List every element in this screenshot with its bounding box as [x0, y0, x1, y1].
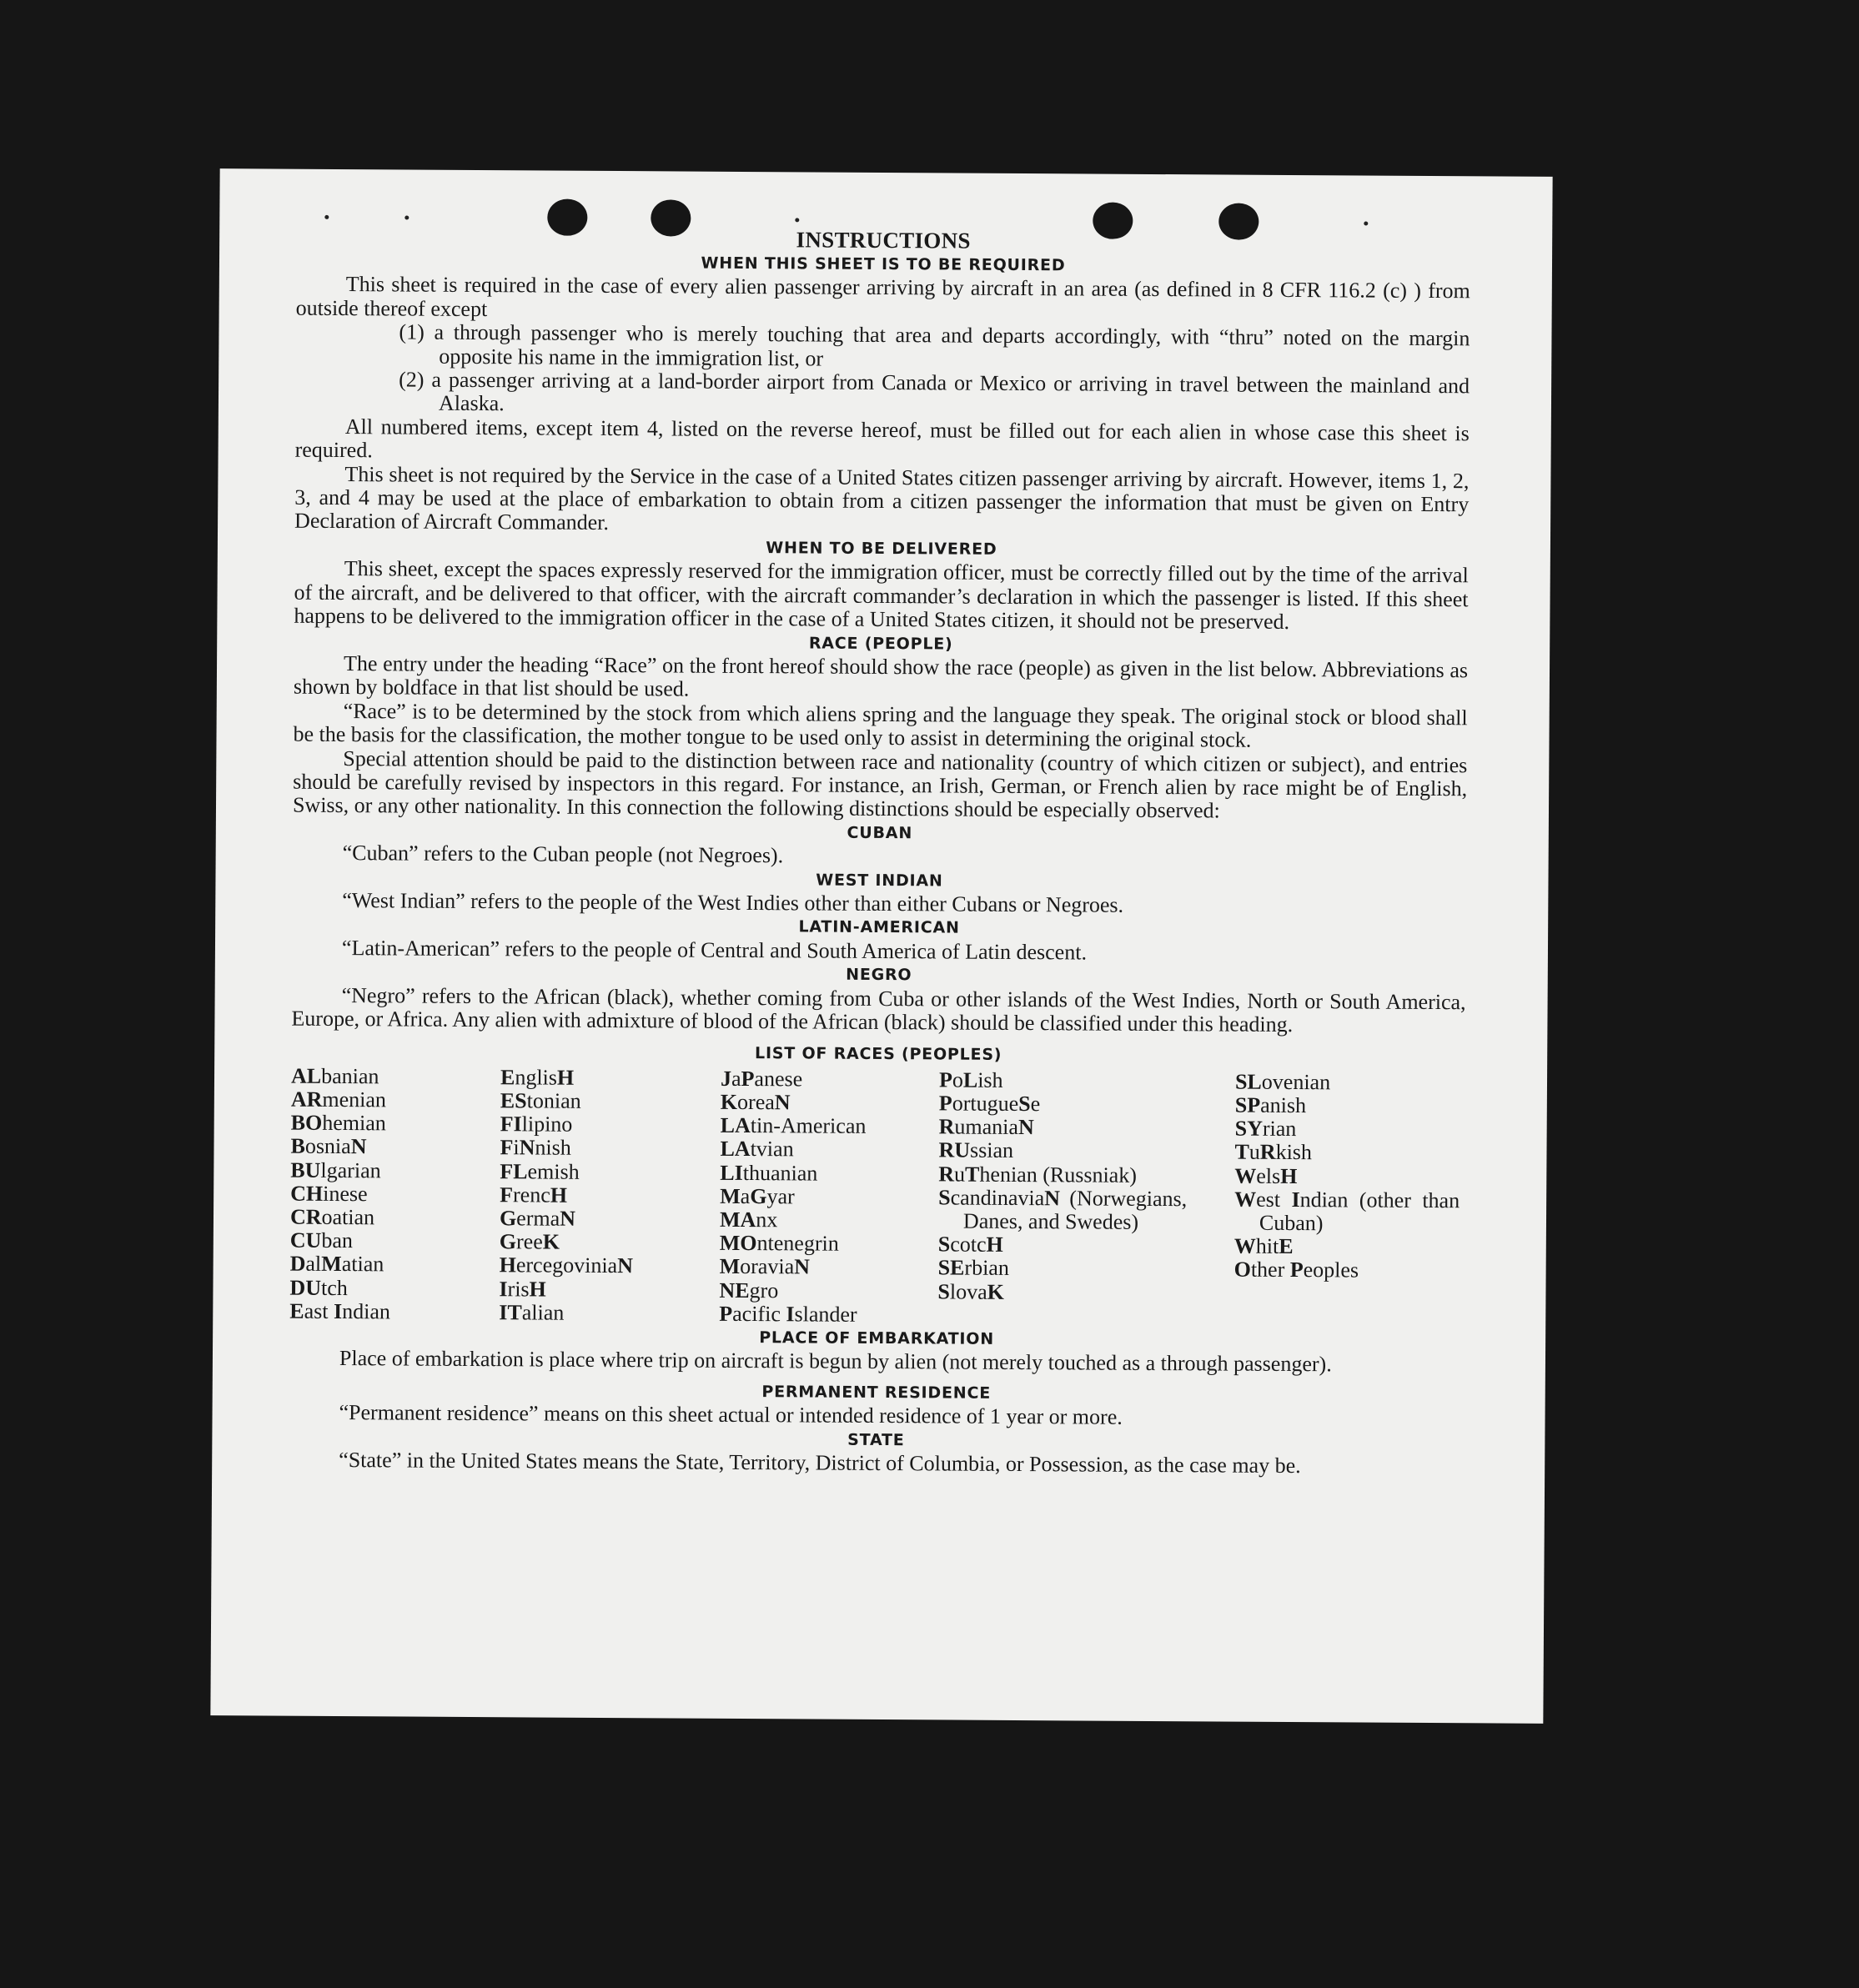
race-entry: ScotcH: [937, 1232, 1003, 1258]
race-entry: PoLish: [938, 1067, 1003, 1092]
race-entry: IrisH: [499, 1276, 546, 1302]
race-entry: GreeK: [499, 1229, 560, 1254]
race-entry: RumaniaN: [938, 1114, 1034, 1140]
race-entry: TuRkish: [1234, 1140, 1313, 1165]
paragraph: Special attention should be paid to the distinction between race and nationality (country of which citizen or subject), and entries should be carefully revised by inspectors in this regard. For instance, an Irish, German, or French alien by race might be of English, Swiss, or any other nationality. In this connection the following distinctions should be especially observed:: [292, 746, 1468, 823]
race-entry: GermaN: [499, 1206, 576, 1231]
section-heading: WEST INDIAN: [816, 871, 943, 891]
race-entry: LAtin-American: [720, 1113, 867, 1139]
race-entry: LIthuanian: [720, 1160, 818, 1186]
paragraph: “Latin-American” refers to the people of Central and South America of Latin descent.: [341, 935, 1088, 965]
paragraph: “West Indian” refers to the people of the West Indies other than either Cubans or Negroes.: [342, 888, 1124, 917]
race-entry: ScandinaviaN (Norwegians, Danes, and Swedes): [938, 1185, 1188, 1234]
race-entry: West Indian (other than Cuban): [1234, 1187, 1460, 1236]
paragraph: “Negro” refers to the African (black), whether coming from Cuba or other islands of the West Indies, North or South America, Europe, or Africa. Any alien with admixture of blood of the African (black) should be classified under this heading.: [291, 982, 1466, 1037]
page-title: INSTRUCTIONS: [796, 227, 971, 254]
races-column: [937, 1068, 1188, 1328]
paragraph: “Permanent residence” means on this sheet actual or intended residence of 1 year or more.: [339, 1400, 1123, 1430]
race-entry: BUlgarian: [290, 1157, 381, 1182]
race-entry: Pacific Islander: [719, 1301, 857, 1327]
race-entry: PortugueSe: [938, 1091, 1041, 1117]
races-column: [1233, 1070, 1460, 1330]
speck: [795, 218, 799, 222]
race-entry: SlovaK: [937, 1279, 1005, 1304]
paragraph: “Cuban” refers to the Cuban people (not Negroes).: [342, 841, 784, 868]
paragraph: Place of embarkation is place where trip on aircraft is begun by alien (not merely touched as a through passenger).: [339, 1346, 1332, 1377]
section-heading: LATIN-AMERICAN: [798, 917, 960, 937]
speck: [1364, 222, 1368, 226]
speck: [404, 215, 409, 219]
race-entry: CRoatian: [289, 1204, 375, 1230]
instruction-sheet: [210, 168, 1552, 1724]
race-entry: MaGyar: [720, 1183, 795, 1209]
race-entry: EnglisH: [500, 1065, 575, 1090]
speck: [324, 215, 329, 219]
race-entry: RUssian: [938, 1137, 1014, 1163]
race-entry: MOntenegrin: [719, 1231, 839, 1256]
section-heading: WHEN THIS SHEET IS TO BE REQUIRED: [701, 254, 1066, 275]
races-heading: LIST OF RACES (PEOPLES): [755, 1044, 1002, 1065]
section-heading: STATE: [847, 1430, 905, 1449]
race-entry: SYrian: [1234, 1116, 1297, 1142]
race-entry: FIlipino: [500, 1112, 573, 1137]
paragraph: “Race” is to be determined by the stock from which aliens spring and the language they speak. The original stock or blood shall be the basis for the classification, the mother tongue to be used only to assist in determining the original stock.: [293, 698, 1468, 752]
section-heading: PLACE OF EMBARKATION: [759, 1328, 995, 1348]
section-heading: CUBAN: [847, 823, 913, 842]
section-heading: WHEN TO BE DELIVERED: [766, 539, 997, 559]
race-entry: WelsH: [1234, 1163, 1298, 1188]
paragraph: The entry under the heading “Race” on the front hereof should show the race (people) as given in the list below. Abbreviations as shown by boldface in that list should be used.: [293, 650, 1469, 701]
list-item: (2) a passenger arriving at a land-border airport from Canada or Mexico or arriving in travel between the mainland and Alaska.: [399, 367, 1470, 416]
race-entry: MoraviaN: [719, 1254, 811, 1279]
race-entry: FrencH: [500, 1182, 568, 1207]
race-entry: SLovenian: [1234, 1069, 1331, 1095]
race-entry: DalMatian: [289, 1252, 384, 1277]
races-column: [289, 1064, 500, 1324]
race-entry: East Indian: [289, 1298, 391, 1324]
sheet-content: [289, 224, 1470, 1479]
race-entry: EStonian: [500, 1088, 581, 1113]
race-entry: RuThenian (Russniak): [938, 1162, 1138, 1187]
races-list: [289, 1064, 1465, 1330]
paragraph: All numbered items, except item 4, listed on the reverse hereof, must be filled out for each alien in whose case this sheet is required.: [294, 414, 1470, 463]
paragraph: This sheet is not required by the Service in the case of a United States citizen passenger arriving by aircraft. However, items 1, 2, 3, and 4 may be used at the place of embarkation to obtain from a citizen passenger the information that must be given on Entry Declaration of Aircraft Commander.: [294, 461, 1470, 535]
race-entry: HercegoviniaN: [499, 1253, 634, 1278]
race-entry: JaPanese: [720, 1066, 803, 1092]
paragraph: “State” in the United States means the State, Territory, District of Columbia, or Possession, as the case may be.: [339, 1448, 1301, 1478]
race-entry: SPanish: [1234, 1092, 1307, 1118]
race-entry: DUtch: [289, 1275, 348, 1300]
race-entry: ITalian: [499, 1300, 565, 1325]
race-entry: Other Peoples: [1233, 1258, 1359, 1283]
race-entry: BOhemian: [290, 1110, 386, 1136]
races-column: [719, 1067, 939, 1328]
list-item: (1) a through passenger who is merely touching that area and departs accordingly, with “thru” noted on the margin opposite his name in the immigration list, or: [399, 319, 1470, 371]
race-entry: MAnx: [719, 1207, 778, 1232]
race-entry: FiNnish: [500, 1135, 571, 1161]
race-entry: CUban: [289, 1227, 354, 1253]
race-entry: SErbian: [937, 1255, 1009, 1281]
paragraph: This sheet, except the spaces expressly reserved for the immigration officer, must be correctly filled out by the time of the arrival of the aircraft, and be delivered to that officer, with the aircraft commander’s declaration in which the passenger is listed. If this sheet happens to be delivered to the immigration officer in the case of a United States citizen, it should not be preserved.: [294, 556, 1469, 635]
race-entry: FLemish: [500, 1158, 580, 1184]
race-entry: ARmenian: [290, 1087, 387, 1112]
paragraph: This sheet is required in the case of every alien passenger arriving by aircraft in an area (as defined in 8 CFR 116.2 (c) ) from outside thereof except: [295, 272, 1470, 321]
races-column: [499, 1066, 721, 1326]
section-heading: PERMANENT RESIDENCE: [761, 1382, 992, 1403]
race-entry: NEgro: [719, 1278, 779, 1303]
race-entry: BosniaN: [290, 1134, 367, 1159]
race-entry: CHinese: [290, 1181, 368, 1207]
race-entry: ALbanian: [290, 1063, 379, 1089]
race-entry: WhitE: [1233, 1233, 1294, 1259]
race-entry: KoreaN: [720, 1089, 791, 1115]
race-entry: LAtvian: [720, 1137, 794, 1162]
section-heading: RACE (PEOPLE): [808, 633, 953, 654]
section-heading: NEGRO: [846, 965, 912, 985]
